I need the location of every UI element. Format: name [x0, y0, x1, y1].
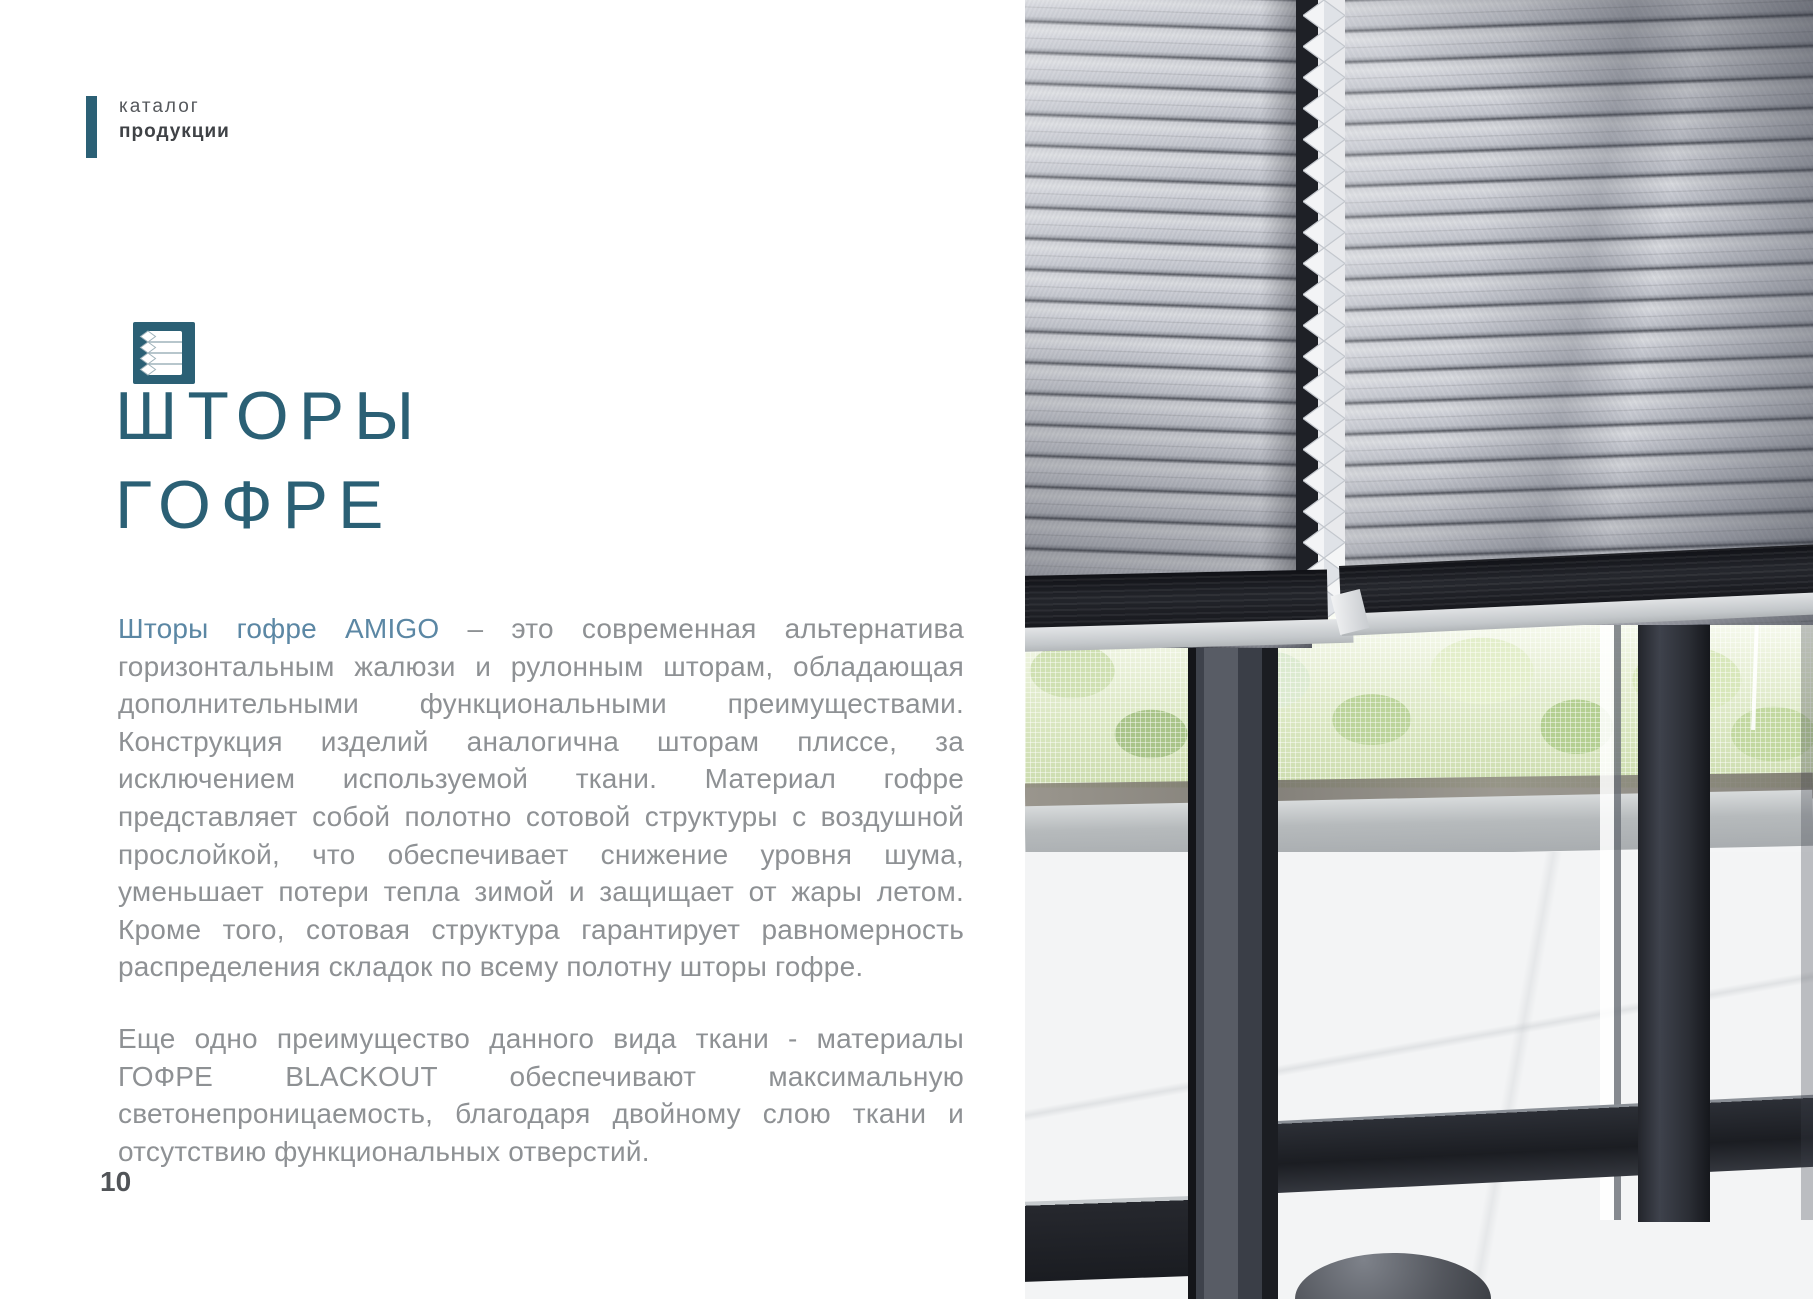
right-frame-shade	[1801, 580, 1813, 1220]
brand-line-1: каталог	[119, 96, 200, 117]
window-photo	[1025, 0, 1813, 1299]
page-title	[115, 372, 424, 550]
pleated-blind-left	[1025, 0, 1312, 648]
page-title-line-1: ШТОРЫ	[115, 378, 425, 454]
brand-line-2: продукции	[119, 121, 230, 142]
blind-zigzag-edge	[1303, 0, 1345, 636]
window-scene	[1025, 540, 1813, 1299]
page-number: 10	[100, 1166, 132, 1197]
pleated-blind-right	[1345, 0, 1813, 625]
paragraph-1-lead: Шторы гофре AMIGO	[118, 613, 440, 644]
brand-block	[119, 94, 230, 144]
paragraph-1	[118, 610, 964, 986]
paragraph-1-rest: – это современная альтернатива горизонтальным жалюзи и рулонным шторам, обладающая дополнительными функциональными преимуществами. Конструкция изделий аналогична шторам плиссе, за исключением используемой ткани. Материал гофре представляет собой полотно сотовой структуры с воздушной прослойкой, что обеспечивает снижение уровня шума, уменьшает потери тепла зимой и защищает от жары летом. Кроме того, сотовая структура гарантирует равномерность распределения складок по всему полотну шторы гофре.	[118, 613, 964, 983]
window-post-right	[1638, 562, 1710, 1222]
body-copy	[118, 610, 964, 1204]
window-post-left	[1188, 588, 1278, 1299]
blind-right-shadow-overlay	[1345, 0, 1813, 625]
blind-left-shadow-overlay	[1025, 0, 1312, 648]
paragraph-2: Еще одно преимущество данного вида ткани - материалы ГОФРЕ BLACKOUT обеспечивают максимальную светонепроницаемость, благодаря двойному слою ткани и отсутствию функциональных отверстий.	[118, 1022, 964, 1167]
brand-accent-bar	[86, 96, 97, 158]
window-bottom-rail-near	[1025, 1196, 1202, 1282]
page-title-line-2: ГОФРЕ	[115, 467, 394, 543]
